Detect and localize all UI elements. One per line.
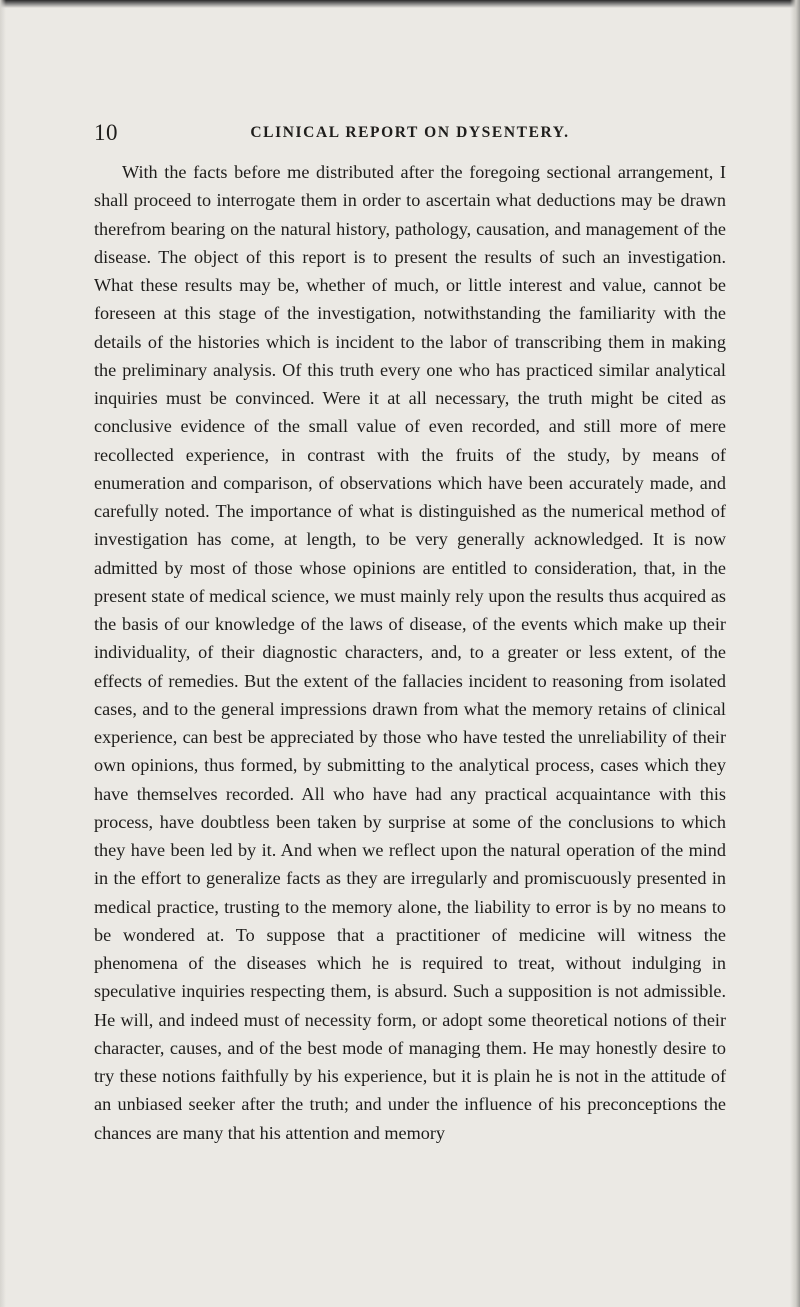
scan-right-edge: [790, 0, 800, 1307]
body-paragraph: With the facts before me distributed after the foregoing sectional arrangement, I shall proceed to interrogate them in order to ascertain what deductions may be drawn therefrom bearing on the natural history, pathology, causation, and management of the disease. The object of this report is to present the results of such an investigation. What these results may be, whether of much, or little interest and value, cannot be foreseen at this stage of the investigation, notwithstanding the familiarity with the details of the histories which is incident to the labor of transcribing them in making the preliminary analysis. Of this truth every one who has practiced similar analytical inquiries must be convinced. Were it at all necessary, the truth might be cited as conclusive evidence of the small value of even recorded, and still more of mere recollected experience, in contrast with the fruits of the study, by means of enumeration and comparison, of observations which have been accurately made, and carefully noted. The importance of what is distinguished as the numerical method of investigation has come, at length, to be very generally acknowledged. It is now admitted by most of those whose opinions are entitled to consideration, that, in the present state of medical science, we must mainly rely upon the results thus acquired as the basis of our knowledge of the laws of disease, of the events which make up their individuality, of their diagnostic characters, and, to a greater or less extent, of the effects of remedies. But the extent of the fallacies incident to reasoning from isolated cases, and to the general impressions drawn from what the memory retains of clinical experience, can best be appreciated by those who have tested the unreliability of their own opinions, thus formed, by submitting to the analytical process, cases which they have themselves recorded. All who have had any practical acquaintance with this process, have doubtless been taken by surprise at some of the conclusions to which they have been led by it. And when we reflect upon the natural operation of the mind in the effort to generalize facts as they are irregularly and promiscuously presented in medical practice, trusting to the memory alone, the liability to error is by no means to be wondered at. To suppose that a practitioner of medicine will witness the phenomena of the diseases which he is required to treat, without indulging in speculative inquiries respecting them, is absurd. Such a supposition is not admissible. He will, and indeed must of necessity form, or adopt some theoretical notions of their character, causes, and of the best mode of managing them. He may honestly desire to try these notions faithfully by his experience, but it is plain he is not in the attitude of an unbiased seeker after the truth; and under the influence of his preconceptions the chances are many that his attention and memory: [94, 162, 726, 1143]
scan-left-edge: [0, 0, 6, 1307]
page-number: 10: [94, 120, 118, 145]
running-header: [94, 120, 726, 148]
scan-top-edge: [0, 0, 800, 8]
running-title: CLINICAL REPORT ON DYSENTERY.: [250, 124, 570, 141]
